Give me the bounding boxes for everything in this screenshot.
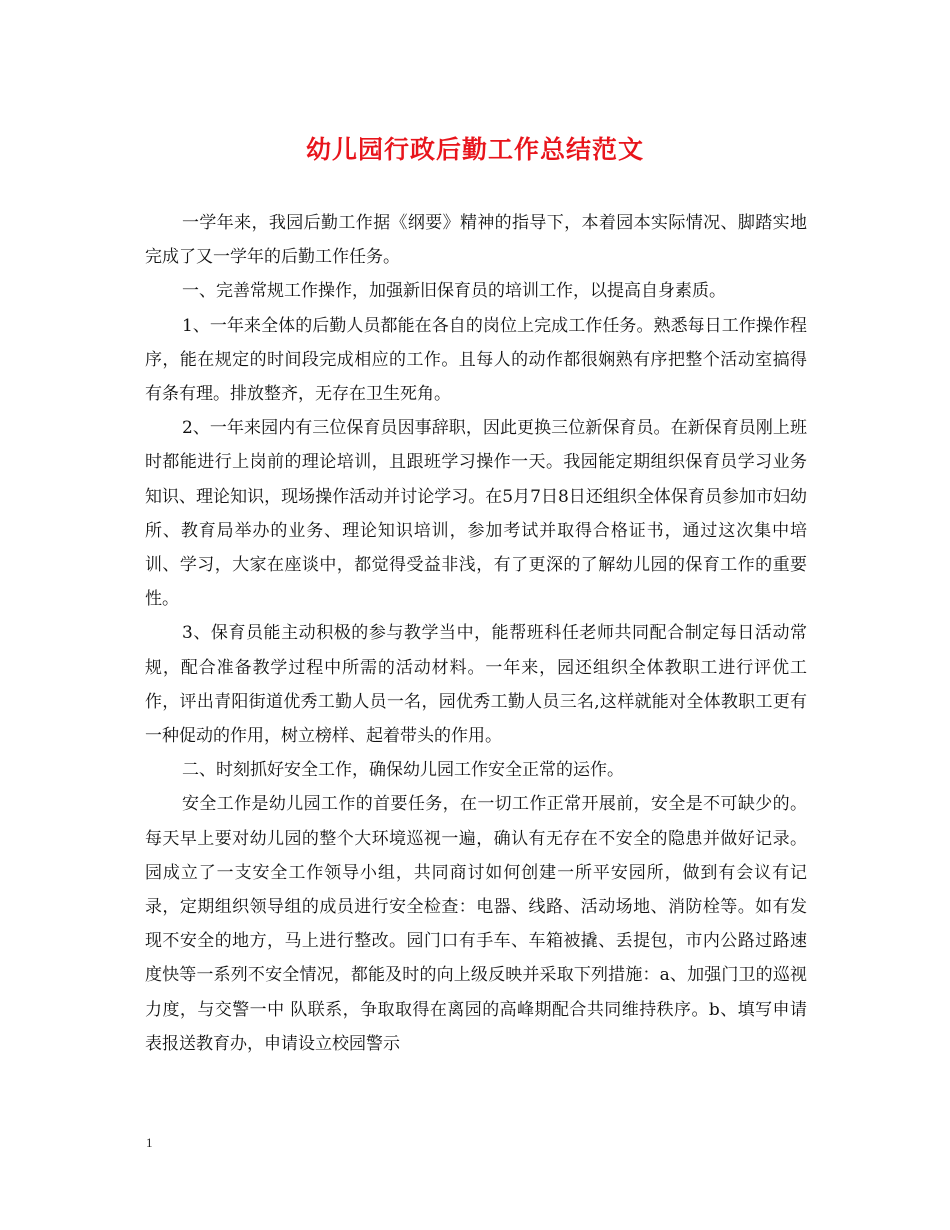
section-heading-1: 一、完善常规工作操作，加强新旧保育员的培训工作，以提高自身素质。 bbox=[182, 281, 726, 302]
paragraph-item-3: 3、保育员能主动积极的参与教学当中，能帮班科任老师共同配合制定每日活动常规，配合准备教学过程中所需的活动材料。一年来，园还组织全体教职工进行评优工作，评出青阳街道优秀工勤人员一名，园优秀工勤人员三名,这样就能对全体教职工更有一种促动的作用，树立榜样、起着带头的作用。 bbox=[145, 623, 807, 747]
page-number: 1 bbox=[146, 1135, 153, 1150]
document-title: 幼儿园行政后勤工作总结范文 bbox=[305, 135, 644, 164]
document-body bbox=[145, 206, 807, 1061]
paragraph-safety: 安全工作是幼儿园工作的首要任务，在一切工作正常开展前，安全是不可缺少的。每天早上要对幼儿园的整个大环境巡视一遍，确认有无存在不安全的隐患并做好记录。园成立了一支安全工作领导小组，共同商讨如何创建一所平安园所，做到有会议有记录，定期组织领导组的成员进行安全检查：电器、线路、活动场地、消防栓等。如有发现不安全的地方，马上进行整改。园门口有手车、车箱被撬、丢提包，市内公路过路速度快等一系列不安全情况，都能及时的向上级反映并采取下列措施：a、加强门卫的巡视力度，与交警一中 队联系，争取取得在离园的高峰期配合共同维持秩序。b、填写申请表报送教育办，申请设立校园警示 bbox=[145, 794, 807, 1054]
paragraph-intro: 一学年来，我园后勤工作据《纲要》精神的指导下，本着园本实际情况、脚踏实地完成了又一学年的后勤工作任务。 bbox=[145, 213, 807, 268]
section-heading-2: 二、时刻抓好安全工作，确保幼儿园工作安全正常的运作。 bbox=[182, 760, 624, 781]
paragraph-item-1: 1、一年来全体的后勤人员都能在各自的岗位上完成工作任务。熟悉每日工作操作程序，能在规定的时间段完成相应的工作。且每人的动作都很娴熟有序把整个活动室搞得有条有理。排放整齐，无存在卫生死角。 bbox=[145, 315, 807, 405]
paragraph-item-2: 2、一年来园内有三位保育员因事辞职，因此更换三位新保育员。在新保育员刚上班时都能进行上岗前的理论培训，且跟班学习操作一天。我园能定期组织保育员学习业务知识、理论知识，现场操作活动并讨论学习。在5月7日8日还组织全体保育员参加市妇幼所、教育局举办的业务、理论知识培训，参加考试并取得合格证书，通过这次集中培训、学习，大家在座谈中，都觉得受益非浅，有了更深的了解幼儿园的保育工作的重要性。 bbox=[145, 418, 807, 610]
